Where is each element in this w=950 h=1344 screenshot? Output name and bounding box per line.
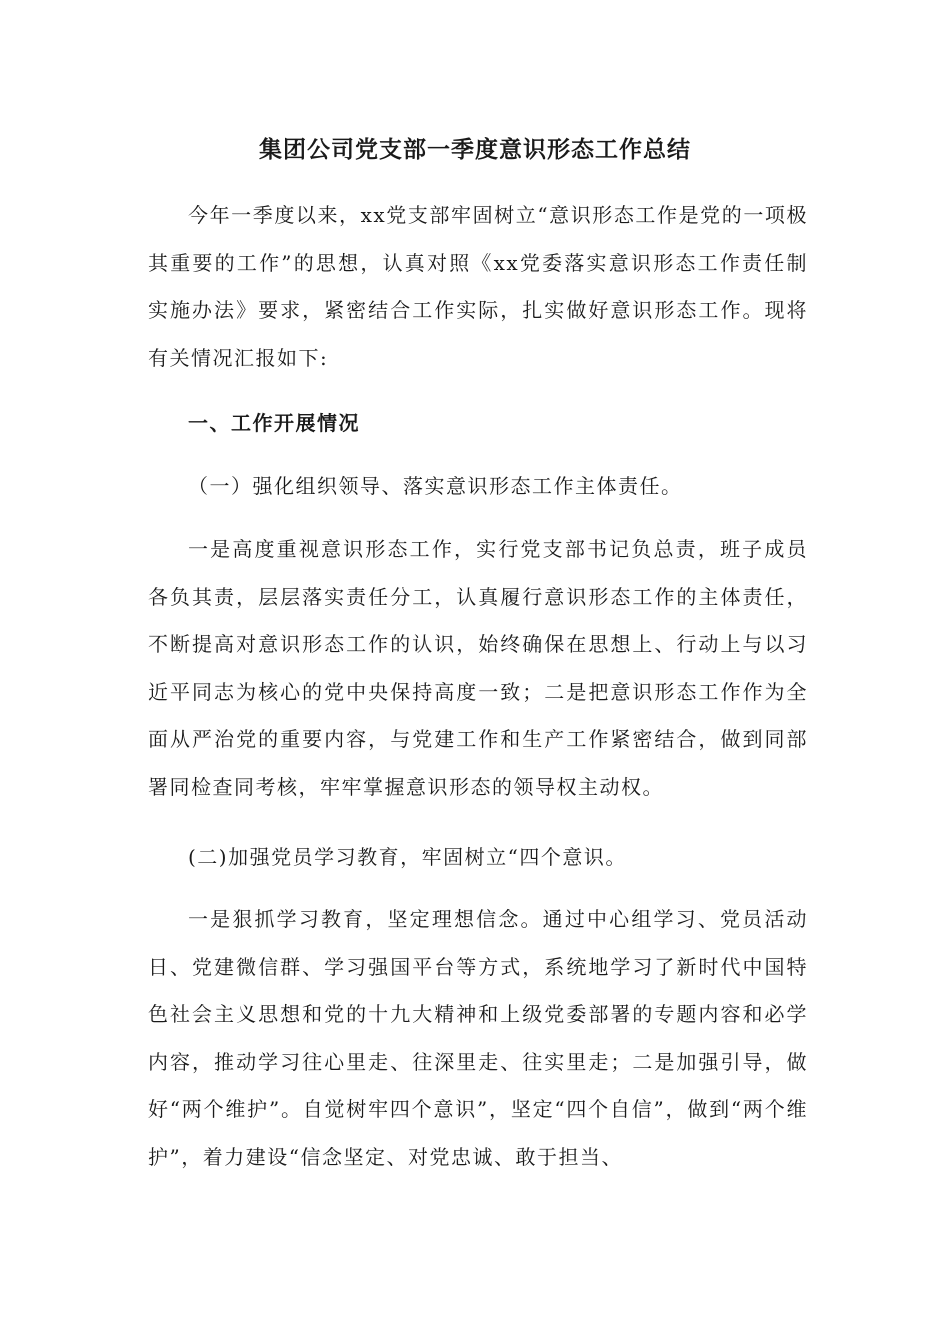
document-title: 集团公司党支部一季度意识形态工作总结 bbox=[259, 136, 691, 163]
subsection-heading-education: (二)加强党员学习教育，牢固树立“四个意识。 bbox=[188, 845, 627, 869]
subsection-body-education: 一是狠抓学习教育，坚定理想信念。通过中心组学习、党员活动日、党建微信群、学习强国平台等方式，系统地学习了新时代中国特色社会主义思想和党的十九大精神和上级党委部署的专题内容和必学内容，推动学习往心里走、往深里走、往实里走；二是加强引导，做好“两个维护”。自觉树牢四个意识”，坚定“四个自信”，做到“两个维护”，着力建设“信念坚定、对党忠诚、敢于担当、 bbox=[148, 907, 808, 1169]
intro-paragraph: 今年一季度以来，xx党支部牢固树立“意识形态工作是党的一项极其重要的工作”的思想，认真对照《xx党委落实意识形态工作责任制实施办法》要求，紧密结合工作实际，扎实做好意识形态工作。现将有关情况汇报如下: bbox=[148, 203, 808, 370]
subsection-body-organization: 一是高度重视意识形态工作，实行党支部书记负总责，班子成员各负其责，层层落实责任分工，认真履行意识形态工作的主体责任，不断提高对意识形态工作的认识，始终确保在思想上、行动上与以习近平同志为核心的党中央保持高度一致；二是把意识形态工作作为全面从严治党的重要内容，与党建工作和生产工作紧密结合，做到同部署同检查同考核，牢牢掌握意识形态的领导权主动权。 bbox=[148, 537, 808, 799]
subsection-heading-organization: （一）强化组织领导、落实意识形态工作主体责任。 bbox=[188, 474, 683, 498]
section-heading-work-progress: 一、工作开展情况 bbox=[188, 411, 360, 435]
